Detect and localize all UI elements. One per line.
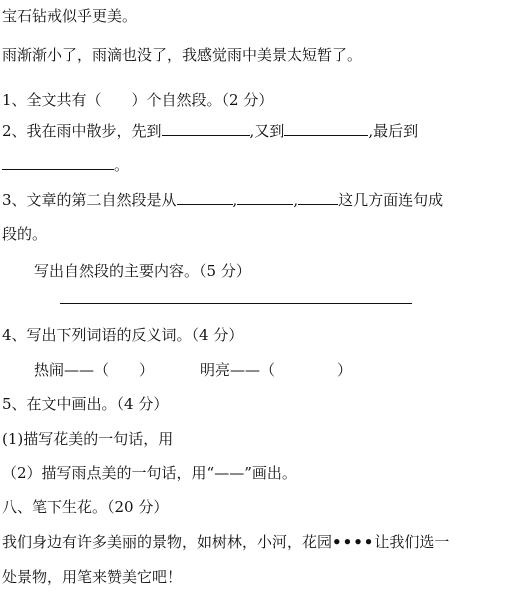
q3-prefix: 3、文章的第二自然段是从: [2, 191, 177, 209]
q5-item1: (1)描写花美的一句话，用: [2, 430, 174, 448]
text-line: [2, 45, 362, 65]
q2-end: 。: [114, 156, 130, 174]
q1-prefix: 1、全文共有（: [2, 91, 102, 109]
q3-blank-1[interactable]: [177, 190, 233, 205]
q4-item1-close: ）: [139, 361, 155, 379]
text-line-content: 宝石钻戒似乎更美。: [2, 7, 138, 25]
question-2-line2: [2, 155, 129, 175]
q2-mid2: ,最后到: [368, 122, 419, 140]
question-5-item2: [2, 463, 297, 483]
question-5-item1: [2, 429, 173, 449]
q3-line2: 段的。: [2, 225, 48, 243]
q5-title: 5、在文中画出。（4 分）: [2, 395, 169, 413]
q2-mid1: ,又到: [249, 122, 285, 140]
q3-blank-3[interactable]: [298, 190, 338, 205]
question-5: [2, 394, 168, 414]
q3-blank-2[interactable]: [237, 190, 293, 205]
section-8-line2: [2, 567, 182, 587]
q2-blank-3[interactable]: [2, 155, 114, 170]
section-8-title: [2, 497, 168, 517]
q5-item2: （2）描写雨点美的一句话，用“——”画出。: [2, 464, 297, 482]
text-line: [2, 6, 137, 26]
section8-title: 八、笔下生花。（20 分）: [2, 498, 169, 516]
section8-dots: ••••: [332, 533, 375, 551]
q3-sep1: ,: [232, 191, 238, 209]
q4-item1-word: 热闹——（: [34, 361, 110, 379]
question-3-line2: [2, 224, 47, 244]
q2-blank-2[interactable]: [284, 121, 368, 136]
question-3: [2, 190, 443, 210]
question-1: [2, 90, 273, 110]
q3-suffix: 这几方面连句成: [338, 191, 444, 209]
q2-blank-1[interactable]: [162, 121, 250, 136]
section8-line1: 我们身边有许多美丽的景物，如树林，小河，花园: [2, 533, 333, 551]
q4-item2-close: ）: [337, 361, 353, 379]
question-4-items: [34, 360, 352, 380]
question-2: [2, 121, 418, 141]
q4-title: 4、写出下列词语的反义词。（4 分）: [2, 326, 244, 344]
question-4: [2, 325, 243, 345]
q3-task: 写出自然段的主要内容。（5 分）: [34, 262, 251, 280]
q3-sep2: ,: [293, 191, 299, 209]
section8-line2: 处景物，用笔来赞美它吧！: [2, 568, 183, 586]
section8-line1-end: 让我们选一: [374, 533, 450, 551]
q1-suffix: ）个自然段。（2 分）: [131, 91, 274, 109]
q3-answer-line[interactable]: [60, 303, 412, 304]
q2-prefix: 2、我在雨中散步，先到: [2, 122, 162, 140]
question-3-task: [34, 261, 251, 281]
section-8-line1: [2, 532, 449, 552]
q4-item2-word: 明亮——（: [200, 361, 276, 379]
text-line-content: 雨渐渐小了，雨滴也没了，我感觉雨中美景太短暂了。: [2, 46, 363, 64]
